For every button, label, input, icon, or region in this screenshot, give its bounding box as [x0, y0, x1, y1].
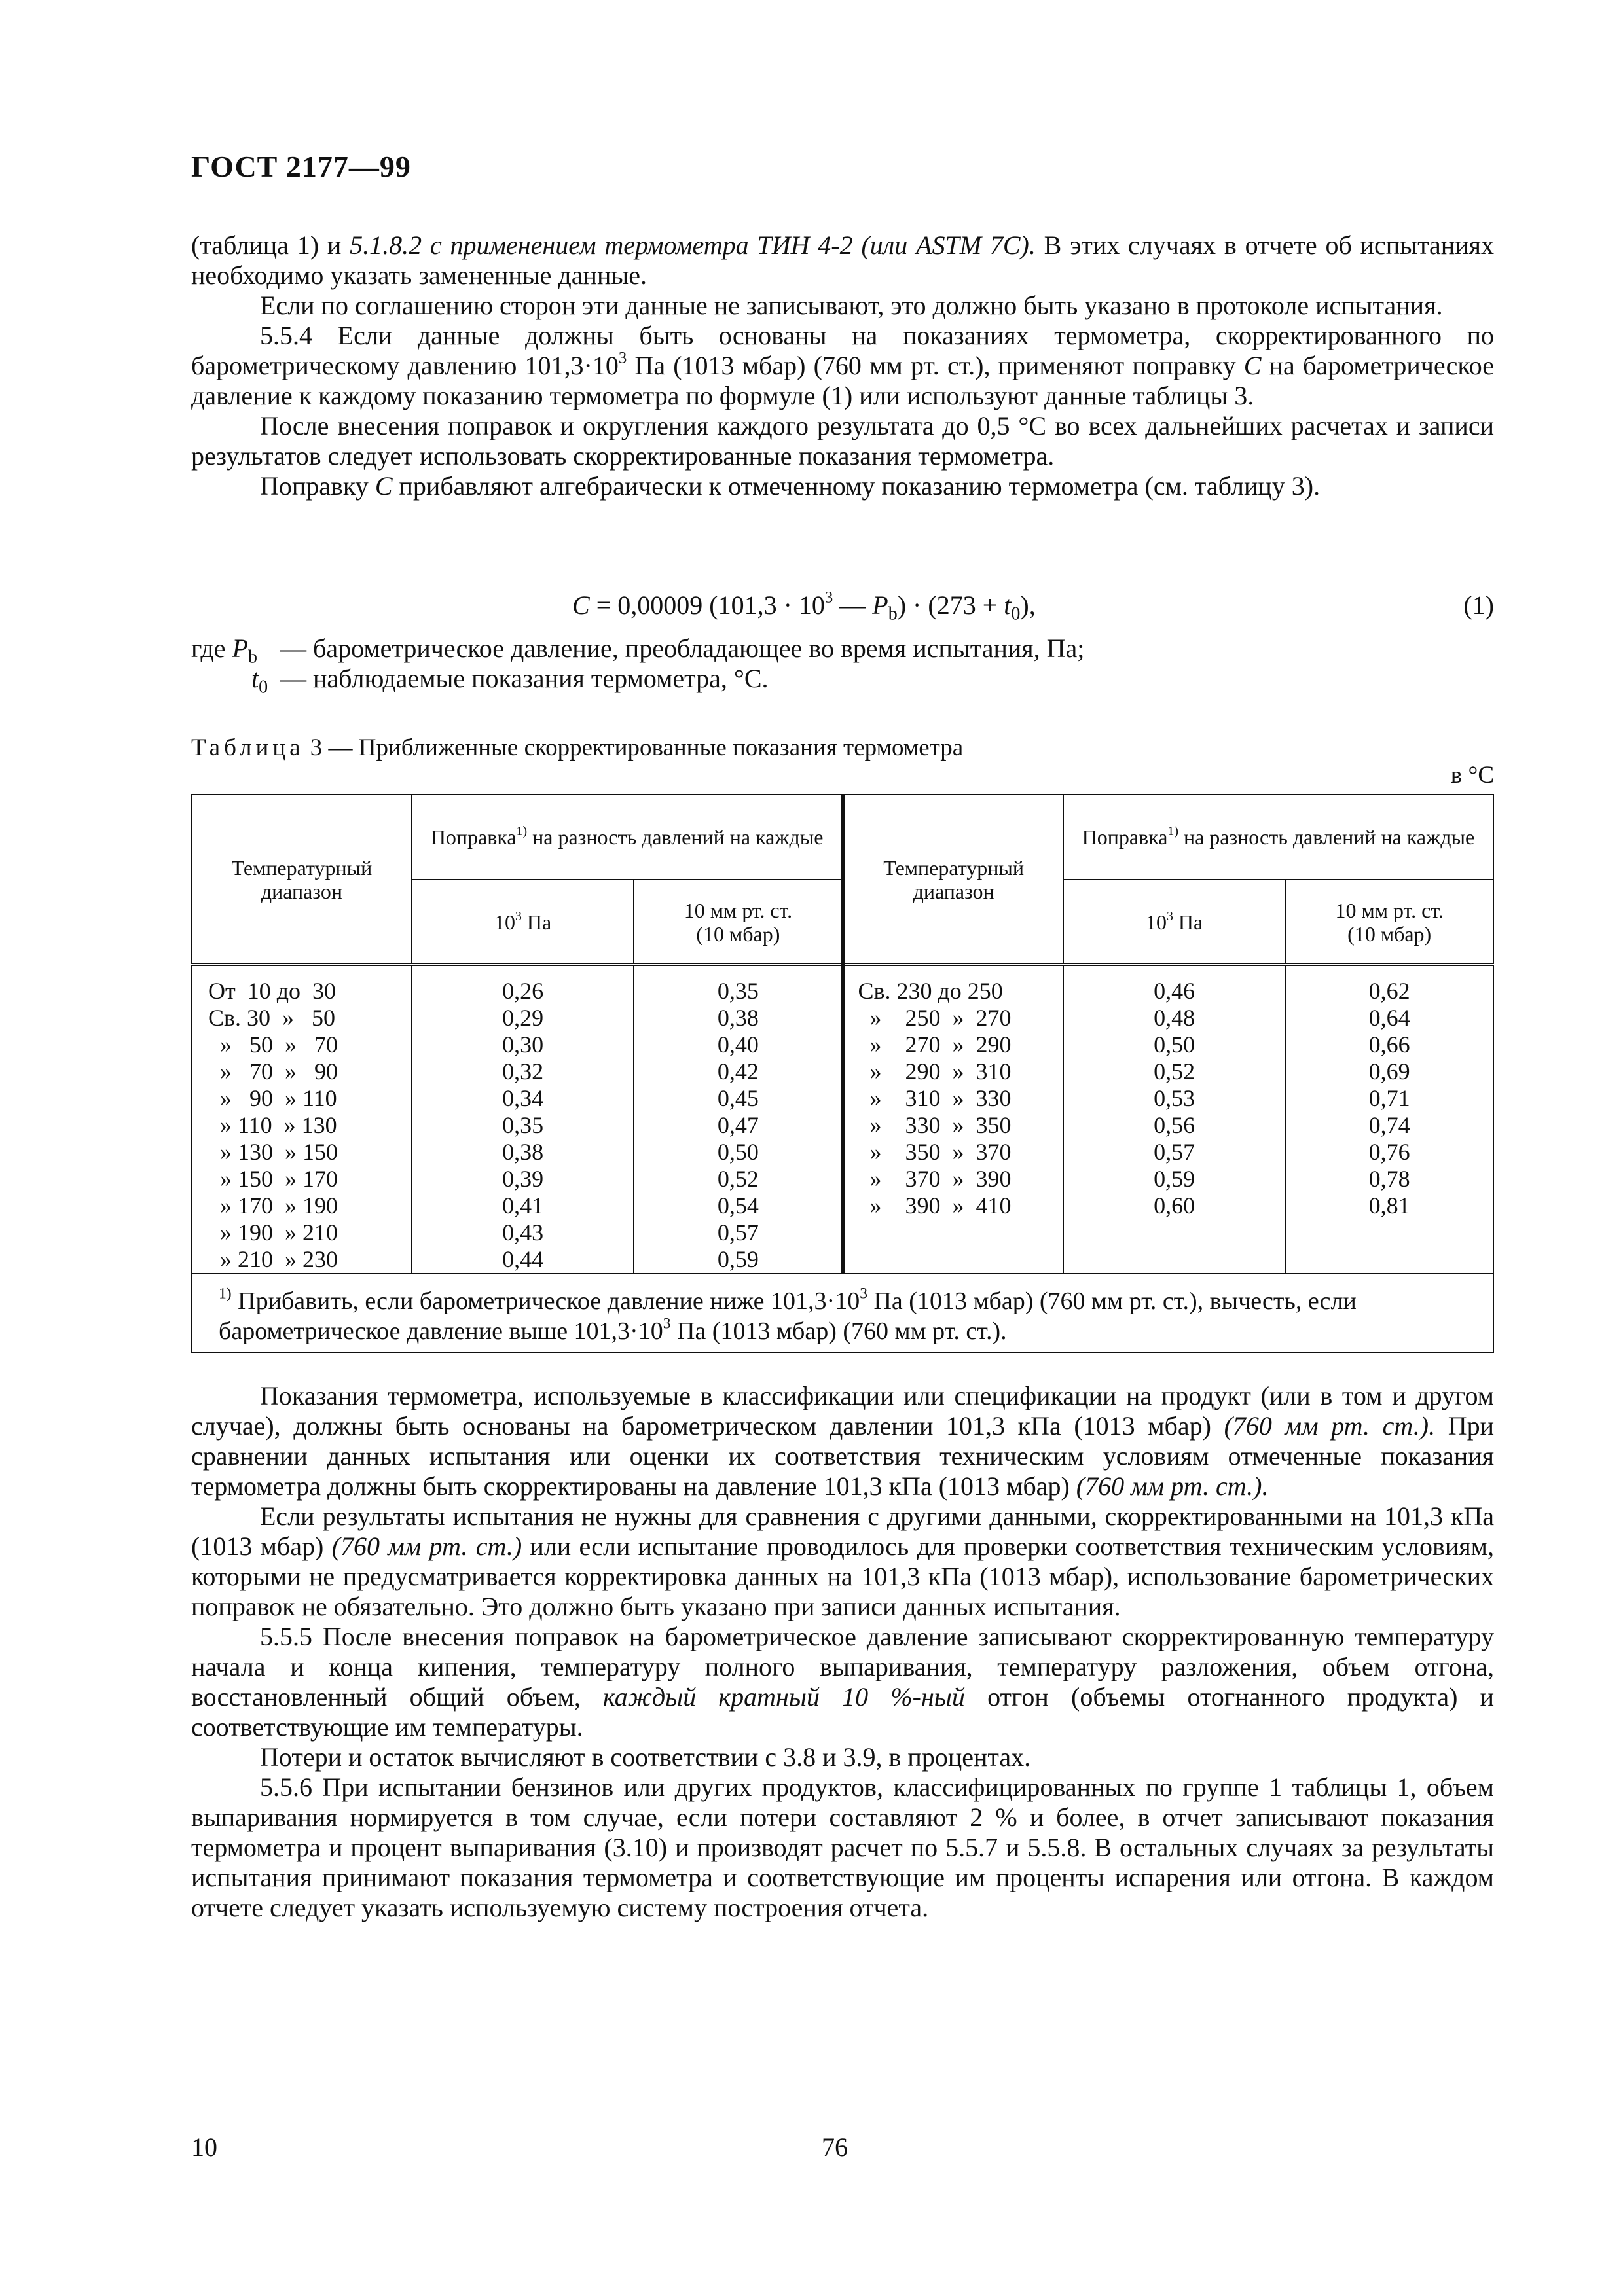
formula-number: (1)	[1463, 590, 1494, 620]
section-5-5-5: 5.5.5 После внесения поправок на барометрическое давление записывают скорректированную температуру начала и конца кипения, температуру полного выпаривания, температуру разложения, объем отгона, восстановленный общий объем, каждый кратный 10 %-ный отгон (объемы отогнанного продукта) и соответствующие им температуры.	[191, 1622, 1495, 1742]
intro-paragraph-4: После внесения поправок и округления каждого результата до 0,5 °С во всех дальнейших расчетах и записи результатов следует использовать скорректированные показания термометра.	[191, 411, 1494, 471]
header-mm-right: 10 мм рт. ст. (10 мбар)	[1285, 880, 1493, 965]
left-mm-values: 0,35 0,38 0,40 0,42 0,45 0,47 0,50 0,52 0,54 0,57 0,59	[717, 978, 759, 1272]
table-header-row-1	[192, 795, 1493, 880]
right-temperature-ranges: Св. 230 до 250 » 250 » 270 » 270 » 290 » 290 » 310 » 310 » 330 » 330 » 350 » 350 » 370 » 370 » 390 » 390 » 410	[858, 978, 1012, 1219]
header-correction-left: Поправка$^{1)}$ на разность давлений на каждые	[412, 795, 843, 880]
header-correction-right: Поправка$^{1)}$ на разность давлений на каждые	[1063, 795, 1493, 880]
intro-paragraph-2: Если по соглашению сторон эти данные не записывают, это должно быть указано в протоколе испытания.	[260, 291, 1443, 320]
document-code-header: ГОСТ 2177—99	[191, 150, 411, 183]
header-pa-left: $10^3$ Па	[412, 880, 634, 965]
body-text	[191, 1381, 1494, 1923]
right-mm-values: 0,62 0,64 0,66 0,69 0,71 0,74 0,76 0,78 0,81	[1368, 978, 1410, 1219]
header-mm-left: 10 мм рт. ст. (10 мбар)	[634, 880, 843, 965]
section-5-5-6: 5.5.6 При испытании бензинов или других продуктов, классифицированных по группе 1 таблицы 1, объем выпаривания нормируется в том случае, если потери составляют 2 % и более, в отчет записывают показания термометра и процент выпаривания (3.10) и производят расчет по 5.5.7 и 5.5.8. В остальных случаях за результаты испытания принимают показания термометра и соответствующие им проценты испарения или отгона. В каждом отчете следует указать используемую систему построения отчета.	[191, 1772, 1494, 1922]
body-paragraph-1: Показания термометра, используемые в классификации или спецификации на продукт (или в том и другом случае), должны быть основаны на барометрическом давлении 101,3 кПа (1013 мбар) (760 мм рт. ст.). При сравнении данных испытания или оценки их соответствия техническим условиям отмеченные показания термометра должны быть скорректированы на давление 101,3 кПа (1013 мбар) (760 мм рт. ст.).	[191, 1381, 1495, 1501]
section-5-5-4: 5.5.4 Если данные должны быть основаны на показаниях термометра, скорректированного по барометрическому давлению $101,3\cdot 10^3$ Па (1013 мбар) (760 мм рт. ст.), применяют поправку С на барометрическое давление к каждому показанию термометра по формуле (1) или используют данные таблицы 3.	[191, 321, 1495, 410]
formula-1	[191, 588, 1494, 624]
page-number: 10	[191, 2132, 217, 2162]
legend-pb: где $P_b$ — барометрическое давление, преобладающее во время испытания, Па;	[191, 634, 1085, 668]
intro-paragraph-5: Поправку С прибавляют алгебраически к отмеченному показанию термометра (см. таблицу 3).	[260, 471, 1321, 501]
sheet-number: 76	[822, 2132, 848, 2162]
header-temperature-range-left: Температурный диапазон	[192, 795, 412, 965]
correction-table	[191, 794, 1494, 1353]
legend-t0: $t_0$ — наблюдаемые показания термометра, °С.	[251, 664, 769, 698]
table-footnote: $^{1)}$ Прибавить, если барометрическое давление ниже $101,3\cdot 10^3$ Па (1013 мбар) (760 мм рт. ст.), вычесть, если барометрическое давление выше $101,3\cdot 10^3$ Па (1013 мбар) (760 мм рт. ст.).	[192, 1274, 1493, 1352]
table-footnote-row	[192, 1274, 1493, 1352]
intro-paragraph-1: (таблица 1) и 5.1.8.2 с применением термометра ТИН 4-2 (или ASTM 7С). В этих случаях в отчете об испытаниях необходимо указать замененные данные.	[191, 230, 1495, 290]
table-data-row	[192, 965, 1493, 1274]
table-unit: в °С	[1450, 762, 1494, 789]
left-temperature-ranges: От 10 до 30 Св. 30 » 50 » 50 » 70 » 70 » 90 » 90 » 110 » 110 » 130 » 130 » 150 » 150 » 170 » 170 » 190 » 190 » 210 » 210 » 230	[208, 978, 338, 1272]
formula-legend	[191, 634, 1494, 698]
left-pa-values: 0,26 0,29 0,30 0,32 0,34 0,35 0,38 0,39 0,41 0,43 0,44	[502, 978, 544, 1272]
body-paragraph-2: Если результаты испытания не нужны для сравнения с другими данными, скорректированными на 101,3 кПа (1013 мбар) (760 мм рт. ст.) или если испытание проводилось для проверки соответствия техническим условиям, которыми не предусматривается корректировка данных на 101,3 кПа (1013 мбар), использование барометрических поправок не обязательно. Это должно быть указано при записи данных испытания.	[191, 1501, 1494, 1621]
right-pa-values: 0,46 0,48 0,50 0,52 0,53 0,56 0,57 0,59 0,60	[1154, 978, 1195, 1219]
header-pa-right: $10^3$ Па	[1063, 880, 1286, 965]
header-temperature-range-right: Температурный диапазон	[843, 795, 1063, 965]
intro-text	[191, 230, 1494, 501]
table-caption: Таблица 3 — Приближенные скорректированные показания термометра	[191, 734, 964, 761]
formula-expression: С = 0,00009 ($101,3 \cdot 10^3$ — $P_b) \cdot (273 + t_0)$,	[572, 588, 1036, 624]
body-paragraph-losses: Потери и остаток вычисляют в соответствии с 3.8 и 3.9, в процентах.	[260, 1742, 1031, 1772]
